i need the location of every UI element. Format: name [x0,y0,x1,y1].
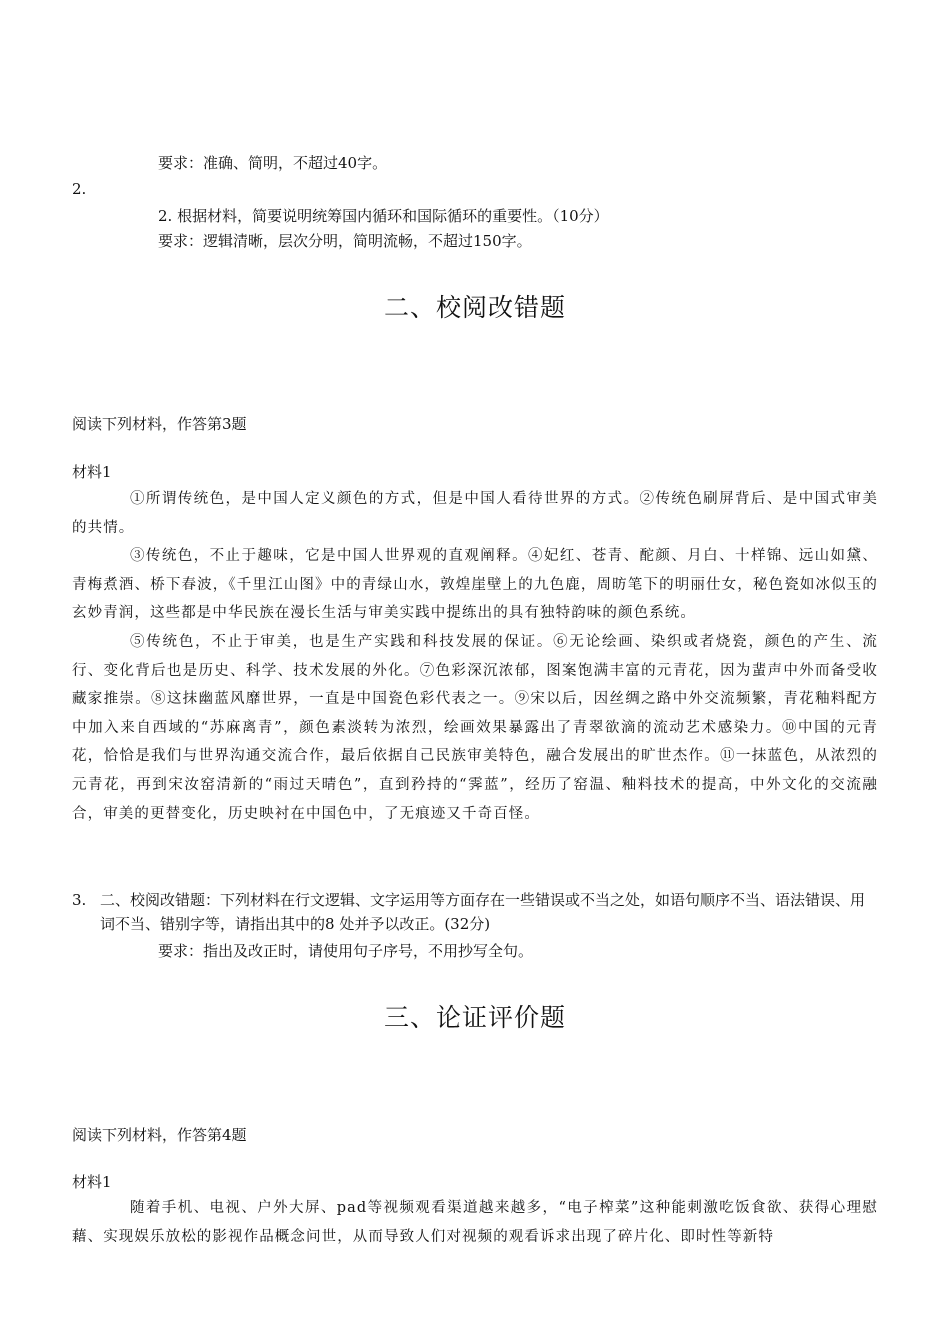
material-paragraph: ③传统色，不止于趣味，它是中国人世界观的直观阐释。④妃红、苍青、酡颜、月白、十样锦、远山如黛、青梅煮酒、桥下春波，《千里江山图》中的青绿山水，敦煌崖壁上的九色鹿，周昉笔下的明丽仕女，秘色瓷如冰似玉的玄妙青润，这些都是中华民族在漫长生活与审美实践中提练出的具有独特韵味的颜色系统。 [72,548,878,622]
q2-prompt: 2. 根据材料，简要说明统筹国内循环和国际循环的重要性。（10分） [158,207,609,225]
q3-prompt: 二、校阅改错题：下列材料在行文逻辑、文字运用等方面存在一些错误或不当之处，如语句顺序不当、语法错误、用词不当、错别字等，请指出其中的8 处并予以改正。(32分) [100,891,866,933]
q3-block [72,888,878,936]
q1-requirement: 要求：准确、简明，不超过40字。 [158,154,388,172]
section2-material-text [72,485,878,828]
section2-material-label: 材料1 [72,463,112,481]
material-paragraph: ①所谓传统色，是中国人定义颜色的方式，但是中国人看待世界的方式。②传统色刷屏背后、是中国式审美的共情。 [72,491,878,536]
q2-number: 2. [72,180,87,198]
material-paragraph: 随着手机、电视、户外大屏、pad等视频观看渠道越来越多，“电子榨菜”这种能刺激吃饭食欲、获得心理慰藉、实现娱乐放松的影视作品概念问世，从而导致人们对视频的观看诉求出现了碎片化、即时性等新特 [72,1200,878,1245]
section3-material-label: 材料1 [72,1173,112,1191]
section3-heading: 三、论证评价题 [383,1003,566,1032]
section2-intro: 阅读下列材料，作答第3题 [72,415,247,433]
section3-intro: 阅读下列材料，作答第4题 [72,1126,247,1144]
q3-number: 3. [72,891,87,909]
section3-material-text [72,1194,878,1252]
section2-heading: 二、校阅改错题 [383,293,566,322]
q3-requirement: 要求：指出及改正时，请使用句子序号，不用抄写全句。 [158,942,534,960]
q2-requirement: 要求：逻辑清晰，层次分明，简明流畅，不超过150字。 [158,232,532,250]
material-paragraph: ⑤传统色，不止于审美，也是生产实践和科技发展的保证。⑥无论绘画、染织或者烧瓷，颜色的产生、流行、变化背后也是历史、科学、技术发展的外化。⑦色彩深沉浓郁，图案饱满丰富的元青花，因为蜚声中外而备受收藏家推崇。⑧这抹幽蓝风靡世界，一直是中国瓷色彩代表之一。⑨宋以后，因丝绸之路中外交流频繁，青花釉料配方中加入来自西域的“苏麻离青”，颜色素淡转为浓烈，绘画效果暴露出了青翠欲滴的流动艺术感染力。⑩中国的元青花，恰恰是我们与世界沟通交流合作，最后依据自己民族审美特色，融合发展出的旷世杰作。⑪一抹蓝色，从浓烈的元青花，再到宋汝窑清新的“雨过天晴色”，直到矜持的“霁蓝”，经历了窑温、釉料技术的提高，中外文化的交流融合，审美的更替变化，历史映衬在中国色中，了无痕迹又千奇百怪。 [72,633,878,822]
